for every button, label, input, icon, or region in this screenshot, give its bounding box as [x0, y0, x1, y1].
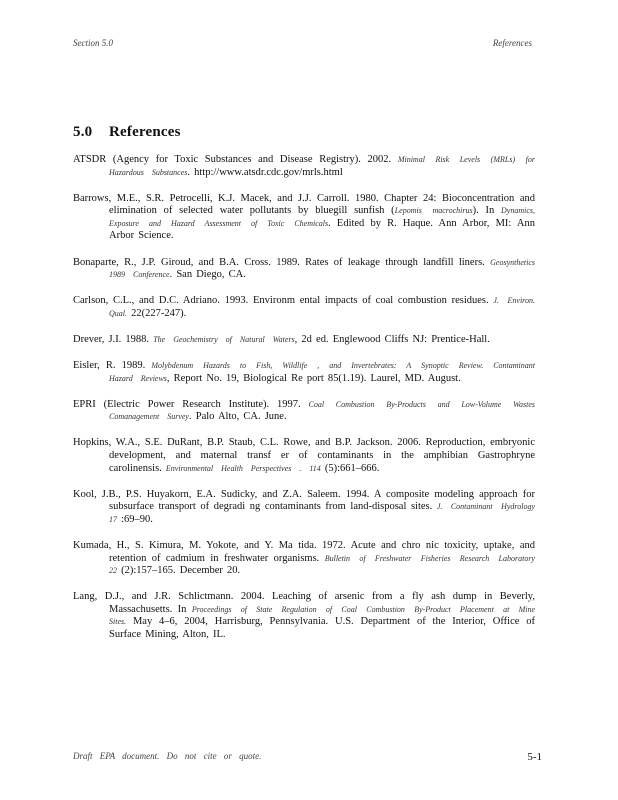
reference-text: (5):661–666. — [320, 462, 380, 474]
reference-italic-text: Molybdenum Hazards to Fish, Wildlife , and Invertebrates: A Synoptic Review. Contaminant Hazard Reviews — [109, 361, 535, 383]
reference-text: Kool, J.B., P.S. Huyakorn, E.A. Sudicky, and Z.A. Saleem. 1994. A composite modeling approach for subsurface transport of degradi ng contaminants from land-disposal sites. — [73, 488, 535, 513]
reference-text: Lang, D.J., and J.R. Schlictmann. 2004. Leaching of arsenic from a fly ash dump in Beverly, Massachusetts. In — [73, 591, 535, 615]
header-section-label: Section 5.0 — [73, 38, 113, 48]
reference-italic-text: The Geochemistry of Natural Waters — [153, 334, 295, 344]
reference-entry — [73, 540, 535, 578]
reference-entry — [73, 591, 535, 641]
reference-italic-text: Geosynthetics 1989 Conference — [109, 257, 535, 280]
section-title: References — [109, 124, 181, 140]
reference-text: EPRI (Electric Power Research Institute). 1997. — [73, 398, 309, 410]
reference-entry — [73, 360, 535, 385]
reference-entry — [73, 437, 535, 475]
reference-text: ATSDR (Agency for Toxic Substances and Disease Registry). 2002. — [73, 154, 398, 165]
reference-text: Hopkins, W.A., S.E. DuRant, B.P. Staub, C.L. Rowe, and B.P. Jackson. 2006. Reproduction, embryonic development, and maternal transf er of contaminants in the amphibian Gastrophryne carolinensis. — [73, 437, 535, 474]
reference-italic-text: Environmental Health Perspectives . 114 — [165, 463, 321, 473]
reference-italic-text: Bulletin of Freshwater Fisheries Research Laboratory 22 — [109, 553, 535, 576]
header-title: References — [492, 38, 532, 48]
reference-entry — [73, 295, 535, 320]
reference-italic-text: Coal Combustion By-Products and Low-Volume Wastes Comanagement Survey — [109, 399, 536, 422]
reference-text: Carlson, C.L., and D.C. Adriano. 1993. Environm ental impacts of coal combustion residues. — [73, 295, 494, 307]
reference-text: , Report No. 19, Biological Re port 85(1.19). Laurel, MD. August. — [166, 372, 461, 384]
reference-entry — [73, 334, 535, 347]
reference-italic-text: Dynamics, Exposure and Hazard Assessment of Toxic Chemicals — [109, 206, 535, 228]
section-heading — [73, 124, 181, 141]
reference-text: , 2d ed. Englewood Cliffs NJ: Prentice-Hall. — [294, 333, 490, 345]
reference-text: Kumada, H., S. Kimura, M. Yokote, and Y. Ma tida. 1972. Acute and chro nic toxicity, uptake, and retention of cadmium in freshwater organisms. — [73, 539, 535, 564]
section-number: 5.0 — [73, 124, 93, 140]
reference-list — [73, 154, 535, 655]
footer-disclaimer: Draft EPA document. Do not cite or quote. — [73, 751, 262, 761]
reference-text: 22(227-247). — [127, 307, 187, 319]
reference-text: Bonaparte, R., J.P. Giroud, and B.A. Cross. 1989. Rates of leakage through landfill liners. — [73, 256, 491, 268]
reference-text: . Palo Alto, CA. June. — [188, 411, 287, 423]
reference-text: . http://www.atsdr.cdc.gov/mrls.html — [187, 166, 343, 178]
reference-entry — [73, 257, 535, 282]
reference-text: . Edited by R. Haque. Ann Arbor, MI: Ann Arbor Science. — [109, 217, 535, 242]
reference-italic-text: J. Contaminant Hydrology 17 — [109, 502, 535, 524]
reference-text: Drever, J.I. 1988. — [73, 333, 154, 345]
page-number: 5-1 — [527, 751, 542, 763]
reference-italic-text: J. Environ. Qual. — [109, 296, 535, 318]
reference-text: ). In — [472, 205, 501, 217]
reference-text: (2):157–165. December 20. — [117, 565, 241, 577]
reference-text: Barrows, M.E., S.R. Petrocelli, K.J. Macek, and J.J. Carroll. 1980. Chapter 24: Bioconcentration and elimination of selected water pollutants by bluegill sunfish ( — [73, 192, 535, 217]
reference-text: Eisler, R. 1989. — [73, 360, 152, 372]
reference-italic-text: Proceedings of State Regulation of Coal Combustion By-Product Placement at Mine Sites. — [109, 604, 536, 627]
reference-entry — [73, 489, 535, 527]
reference-entry — [73, 154, 535, 179]
reference-entry — [73, 399, 535, 424]
reference-italic-text: Minimal Risk Levels (MRLs) for Hazardous Substances — [109, 155, 535, 177]
reference-text: :69–90. — [117, 513, 153, 525]
reference-italic-text: Lepomis macrochirus — [394, 206, 473, 216]
reference-entry — [73, 193, 535, 243]
reference-text: May 4–6, 2004, Harrisburg, Pennsylvania. U.S. Department of the Interior, Office of Surface Mining, Alton, IL. — [109, 616, 535, 641]
reference-text: . San Diego, CA. — [169, 269, 246, 281]
